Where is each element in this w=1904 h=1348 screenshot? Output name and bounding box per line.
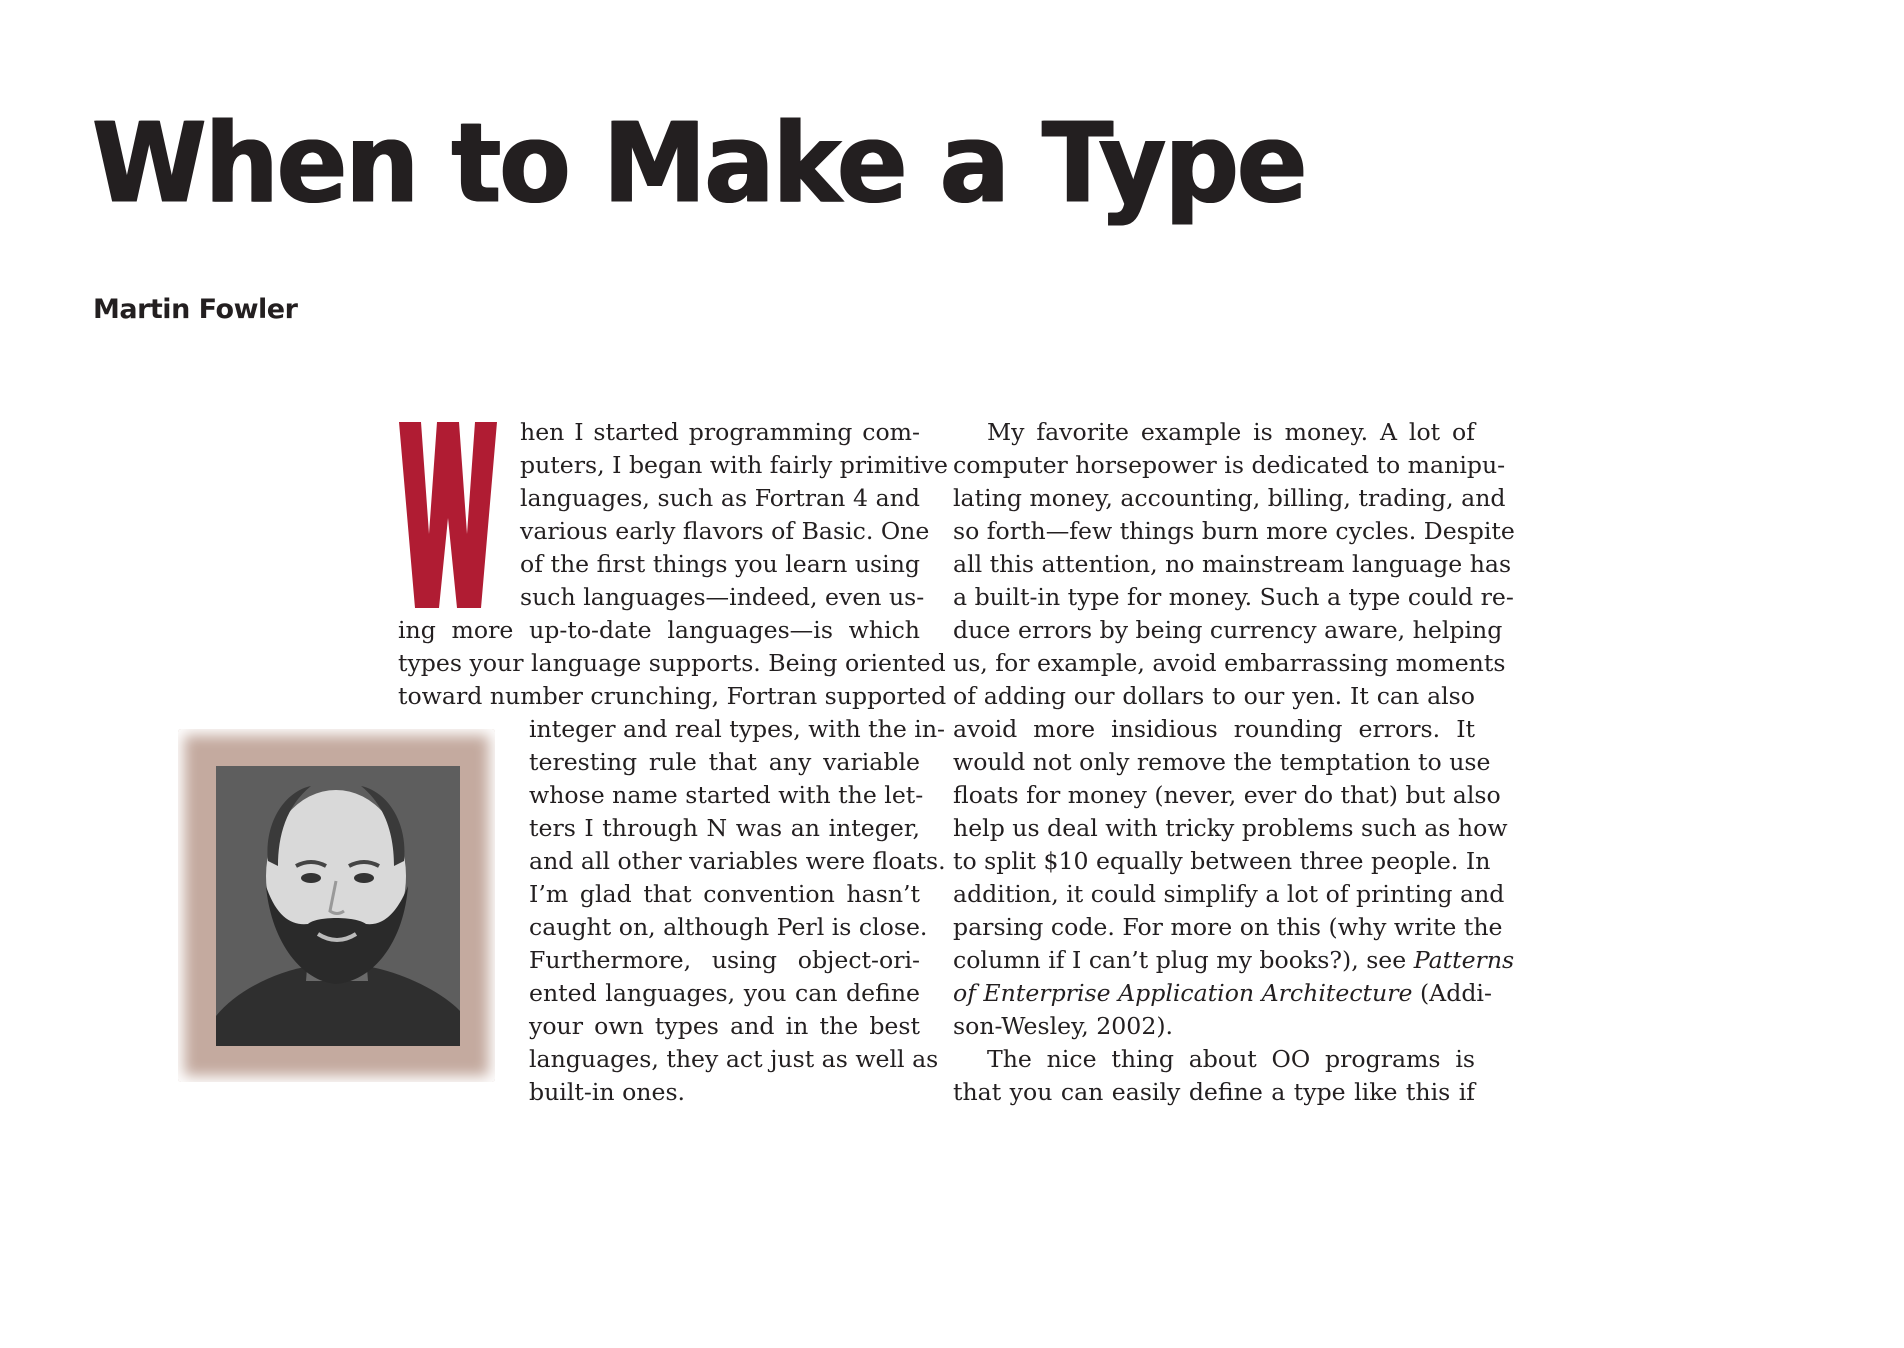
col2-line-8: us, for example, avoid embarrassing moments <box>953 649 1506 677</box>
col2-line-15: addition, it could simplify a lot of printing and <box>953 880 1505 908</box>
article-title: When to Make a Type <box>92 98 1306 228</box>
col2-line-18-text: (Addi- <box>1412 979 1492 1007</box>
col1-line-15: I’m glad that convention hasn’t <box>529 880 920 908</box>
col2-line-12: floats for money (never, ever do that) but also <box>953 781 1501 809</box>
col1-line-13: ters I through N was an integer, <box>529 814 920 842</box>
col1-line-5: of the first things you learn using <box>520 550 920 578</box>
col2-line-16: parsing code. For more on this (why write the <box>953 913 1503 941</box>
col2-line-10: avoid more insidious rounding errors. It <box>953 715 1475 743</box>
col1-line-12: whose name started with the let- <box>529 781 924 809</box>
author-photo <box>216 766 460 1046</box>
col2-line-7: duce errors by being currency aware, helping <box>953 616 1503 644</box>
col2-line-21: that you can easily define a type like this if <box>953 1078 1475 1106</box>
col1-line-2: puters, I began with fairly primitive <box>520 451 948 479</box>
col1-line-19: your own types and in the best <box>529 1012 920 1040</box>
col1-line-9: toward number crunching, Fortran supported <box>398 682 947 710</box>
col2-line-3: lating money, accounting, billing, trading, and <box>953 484 1506 512</box>
col2-line-6: a built-in type for money. Such a type could re- <box>953 583 1514 611</box>
col2-line-18 <box>953 977 1492 1010</box>
col1-line-8: types your language supports. Being oriented <box>398 649 946 677</box>
col1-line-11: teresting rule that any variable <box>529 748 920 776</box>
col1-line-14: and all other variables were floats. <box>529 847 946 875</box>
col1-line-4: various early flavors of Basic. One <box>520 517 930 545</box>
col2-line-19: son-Wesley, 2002). <box>953 1012 1174 1040</box>
book-title-part-2: of Enterprise Application Architecture <box>953 979 1413 1007</box>
col2-line-13: help us deal with tricky problems such as how <box>953 814 1508 842</box>
col2-line-1: My favorite example is money. A lot of <box>987 418 1475 446</box>
author-byline: Martin Fowler <box>93 294 298 325</box>
col1-line-16: caught on, although Perl is close. <box>529 913 928 941</box>
col1-line-1: hen I started programming com- <box>520 418 920 446</box>
col2-line-11: would not only remove the temptation to use <box>953 748 1491 776</box>
col1-line-10: integer and real types, with the in- <box>529 715 946 743</box>
col2-line-17 <box>953 944 1515 977</box>
col2-line-14: to split $10 equally between three people. In <box>953 847 1491 875</box>
col1-line-17: Furthermore, using object-ori- <box>529 946 920 974</box>
col2-line-4: so forth—few things burn more cycles. Despite <box>953 517 1515 545</box>
col2-line-5: all this attention, no mainstream language has <box>953 550 1512 578</box>
col1-line-3: languages, such as Fortran 4 and <box>520 484 920 512</box>
col2-line-9: of adding our dollars to our yen. It can also <box>953 682 1475 710</box>
book-title-part-1: Patterns <box>1413 946 1515 974</box>
col1-line-7: ing more up-to-date languages—is which <box>398 616 920 644</box>
drop-cap <box>399 422 497 608</box>
col2-line-2: computer horsepower is dedicated to manipu- <box>953 451 1506 479</box>
col2-line-20: The nice thing about OO programs is <box>987 1045 1475 1073</box>
col1-line-6: such languages—indeed, even us- <box>520 583 925 611</box>
col1-line-20: languages, they act just as well as <box>529 1045 939 1073</box>
col1-line-18: ented languages, you can define <box>529 979 920 1007</box>
col2-line-17-text: column if I can’t plug my books?), see <box>953 946 1414 974</box>
col1-line-21: built-in ones. <box>529 1078 686 1106</box>
